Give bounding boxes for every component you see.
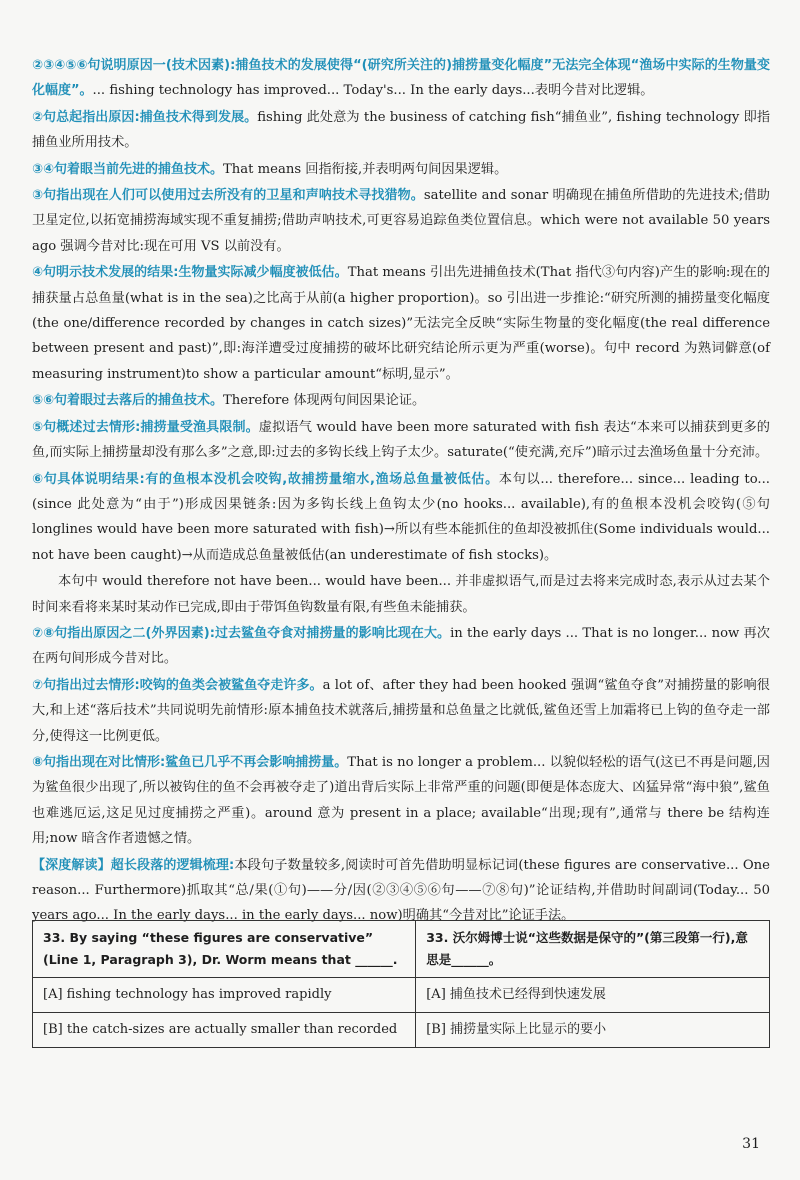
paragraph-text: That means 回指衔接,并表明两句间因果逻辑。 [223, 161, 508, 177]
paragraph [32, 569, 770, 620]
option-a-en[interactable]: [A] fishing technology has improved rapidly [33, 978, 416, 1013]
highlight-sentence: ⑥句具体说明结果:有的鱼根本没机会咬钩,故捕捞量缩水,渔场总鱼量被低估。 [32, 471, 499, 487]
paragraph [32, 105, 770, 156]
option-a-zh[interactable]: [A] 捕鱼技术已经得到快速发展 [416, 978, 770, 1013]
highlight-sentence: ⑧句指出现在对比情形:鲨鱼已几乎不再会影响捕捞量。 [32, 754, 348, 770]
paragraph-text: a lot of、after they had been hooked 强调“鲨鱼夺食”对捕捞量的影响很大,和上述“落后技术”共同说明先前情形:原本捕鱼技术就落后,捕捞量和总鱼量之比就低,鲨鱼还雪上加霜将已上钩的鱼夺走一部分,使得这一比例更低。 [32, 677, 770, 744]
paragraph-text: in the early days ... That is no longer... now 再次在两句间形成今昔对比。 [32, 625, 770, 667]
option-row [33, 978, 770, 1013]
paragraph-text: Therefore 体现两句间因果论证。 [223, 393, 426, 409]
highlight-sentence: ③④句着眼当前先进的捕鱼技术。 [32, 161, 224, 177]
deep-reading-tag: 【深度解读】 [32, 857, 111, 873]
paragraph [32, 260, 770, 387]
paragraph-text: satellite and sonar 明确现在捕鱼所借助的先进技术;借助卫星定位,以拓宽捕捞海域实现不重复捕捞;借助声呐技术,可更容易追踪鱼类位置信息。which were not available 50 years ago 强调今昔对比:现在可用 VS 以前没有。 [32, 188, 770, 254]
paragraph [32, 157, 770, 182]
analysis-body [32, 53, 770, 930]
paragraph-text: 本段句子数量较多,阅读时可首先借助明显标记词(these figures are conservative... One reason... Furthermore)抓取其“总/果(①句)——分/因(②③④⑤⑥句——⑦⑧句)”论证结构,并借助时间副词(Today... 50 years ago... In the early days... in the early days... now)明确其“今昔对比”论证手法。 [32, 857, 770, 924]
highlight-sentence: ⑤句概述过去情形:捕捞量受渔具限制。 [32, 419, 259, 435]
paragraph [32, 750, 770, 852]
paragraph-text: That means 引出先进捕鱼技术(That 指代③句内容)产生的影响:现在的捕获量占总鱼量(what is in the sea)之比高于从前(a higher proportion)。so 引出进一步推论:“研究所测的捕捞量变化幅度(the one/difference recorded by changes in catch sizes)”无法完全反映“实际生物量的变化幅度(the real difference between present and past)”,即:海洋遭受过度捕捞的破坏比研究结论所示更为严重(worse)。句中 record 为熟词僻意(of measuring instrument)to show a particular amount“标明,显示”。 [32, 265, 770, 382]
highlight-sentence: ②句总起指出原因:捕鱼技术得到发展。 [32, 109, 258, 125]
paragraph-text: 虚拟语气 would have been more saturated with fish 表达“本来可以捕获到更多的鱼,而实际上捕捞量却没有那么多”之意,即:过去的多钩长线上钩子太少。saturate(“使充满,充斥”)暗示过去渔场鱼量十分充沛。 [32, 419, 770, 461]
highlight-sentence: ②③④⑤⑥句说明原因一(技术因素):捕鱼技术的发展使得“(研究所关注的)捕捞量变化幅度”无法完全体现“渔场中实际的生物量变化幅度”。 [32, 58, 770, 99]
paragraph [32, 53, 770, 104]
paragraph [32, 467, 770, 569]
paragraph-text: 本句中 would therefore not have been... would have been... 并非虚拟语气,而是过去将来完成时态,表示从过去某个时间来看将来某时某动作已完成,即由于带饵鱼钩数量有限,有些鱼未能捕获。 [32, 574, 770, 615]
option-row [33, 1013, 770, 1048]
paragraph [32, 415, 770, 466]
paragraph [32, 621, 770, 672]
paragraph-text: 本句以... therefore... since... leading to...(since 此处意为“由于”)形成因果链条:因为多钩长线上鱼钩太少(no hooks... available),有的鱼根本没机会咬钩(⑤句 longlines would have been more saturated with fish)→所以有些本能抓住的鱼却没被抓住(Some individuals would... not have been caught)→从而造成总鱼量被低估(an underestimate of fish stocks)。 [32, 471, 771, 563]
highlight-sentence: ⑦⑧句指出原因之二(外界因素):过去鲨鱼夺食对捕捞量的影响比现在大。 [32, 625, 451, 641]
question-row [33, 921, 770, 978]
question-en: 33. By saying “these figures are conservative” (Line 1, Paragraph 3), Dr. Worm means that ______. [33, 921, 416, 978]
paragraph-text: That is no longer a problem... 以貌似轻松的语气(这已不再是问题,因为鲨鱼很少出现了,所以被钩住的鱼不会再被夺走了)道出背后实际上非常严重的问题(即便是体态庞大、凶猛异常“海中狼”,鲨鱼也难逃厄运,这足见过度捕捞之严重)。around 意为 present in a place; available“出现;现有”,通常与 there be 结构连用;now 暗含作者遗憾之情。 [32, 754, 770, 847]
paragraph [32, 183, 770, 259]
paragraph-text: fishing 此处意为 the business of catching fish“捕鱼业”, fishing technology 即指捕鱼业所用技术。 [32, 109, 771, 151]
deep-reading-paragraph [32, 853, 770, 929]
highlight-sentence: ③句指出现在人们可以使用过去所没有的卫星和声呐技术寻找猎物。 [32, 188, 424, 204]
highlight-sentence: ⑤⑥句着眼过去落后的捕鱼技术。 [32, 393, 224, 409]
highlight-sentence: 超长段落的逻辑梳理: [110, 857, 235, 873]
highlight-sentence: ⑦句指出过去情形:咬钩的鱼类会被鲨鱼夺走许多。 [32, 677, 323, 693]
question-table [32, 920, 770, 1048]
option-b-zh[interactable]: [B] 捕捞量实际上比显示的要小 [416, 1013, 770, 1048]
paragraph [32, 388, 770, 413]
page-number: 31 [742, 1136, 760, 1152]
paragraph-text: ... fishing technology has improved... Today's... In the early days...表明今昔对比逻辑。 [92, 83, 654, 99]
question-zh: 33. 沃尔姆博士说“这些数据是保守的”(第三段第一行),意思是______。 [416, 921, 770, 978]
option-b-en[interactable]: [B] the catch-sizes are actually smaller than recorded [33, 1013, 416, 1048]
paragraph [32, 673, 770, 749]
highlight-sentence: ④句明示技术发展的结果:生物量实际减少幅度被低估。 [32, 265, 348, 281]
